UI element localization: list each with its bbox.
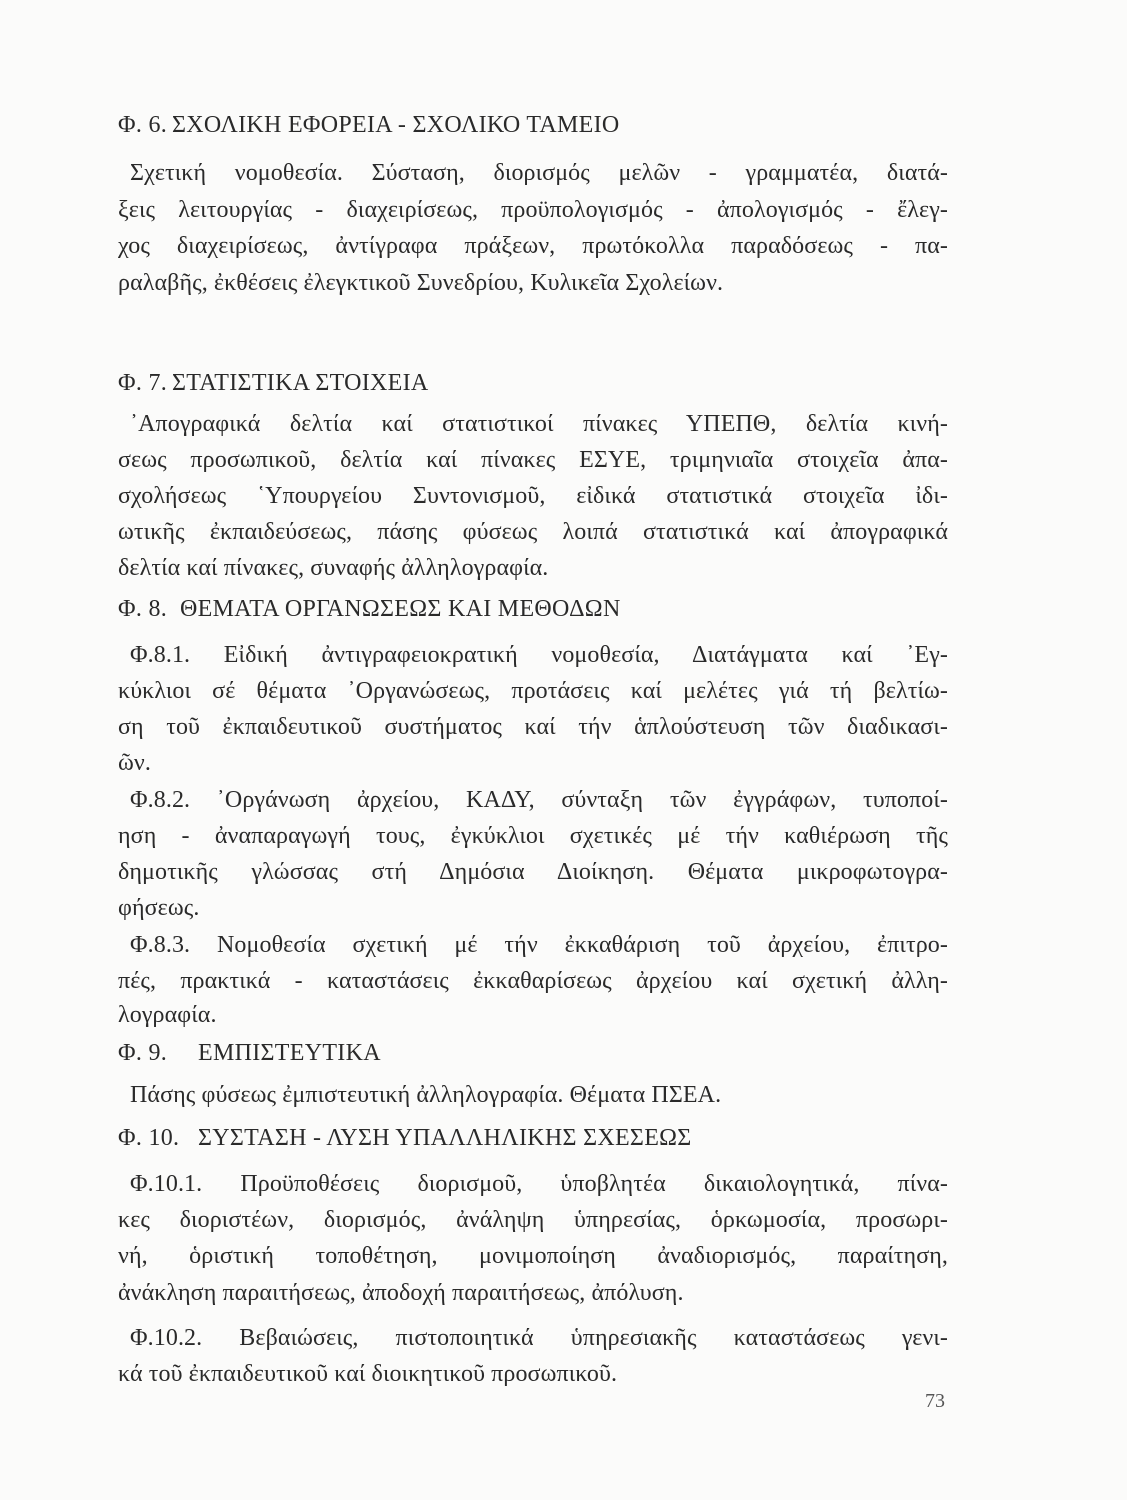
paragraph-line: πές, πρακτικά - καταστάσεις ἐκκαθαρίσεως ἀρχείου καί σχετική ἀλλη- (118, 968, 948, 994)
paragraph-line: ωτικῆς ἐκπαιδεύσεως, πάσης φύσεως λοιπά στατιστικά καί ἀπογραφικά (118, 519, 948, 545)
section-number: Φ. 10. (118, 1125, 180, 1151)
paragraph-line: Φ.8.2. ᾿Οργάνωση ἀρχείου, ΚΑΔΥ, σύνταξη τῶν ἐγγράφων, τυποποί- (130, 787, 948, 813)
section-heading (118, 110, 620, 140)
paragraph-line: σεως προσωπικοῦ, δελτία καί πίνακες ΕΣΥΕ, τριμηνιαῖα στοιχεῖα ἀπα- (118, 447, 948, 473)
section-number: Φ. 8. (118, 596, 168, 622)
page-number: 73 (925, 1390, 945, 1412)
section-heading (118, 1038, 381, 1068)
paragraph-line: Φ.10.1. Προϋποθέσεις διορισμοῦ, ὑποβλητέα δικαιολογητικά, πίνα- (130, 1171, 948, 1197)
paragraph-line: ηση - ἀναπαραγωγή τους, ἐγκύκλιοι σχετικές μέ τήν καθιέρωση τῆς (118, 823, 948, 849)
section-number: Φ. 6. (118, 112, 168, 138)
paragraph-line: λογραφία. (118, 1002, 217, 1028)
section-title: ΣΧΟΛΙΚΗ ΕΦΟΡΕΙΑ - ΣΧΟΛΙΚΟ ΤΑΜΕΙΟ (172, 112, 620, 138)
paragraph-line: Πάσης φύσεως ἐμπιστευτική ἀλληλογραφία. Θέματα ΠΣΕΑ. (130, 1082, 722, 1108)
paragraph-line: ση τοῦ ἐκπαιδευτικοῦ συστήματος καί τήν ἁπλούστευση τῶν διαδικασι- (118, 714, 948, 740)
paragraph-line: ραλαβῆς, ἐκθέσεις ἐλεγκτικοῦ Συνεδρίου, Κυλικεῖα Σχολείων. (118, 270, 724, 296)
paragraph-line: Φ.8.1. Εἰδική ἀντιγραφειοκρατική νομοθεσία, Διατάγματα καί ᾿Εγ- (130, 642, 948, 668)
paragraph-line: Φ.10.2. Βεβαιώσεις, πιστοποιητικά ὑπηρεσιακῆς καταστάσεως γενι- (130, 1325, 948, 1351)
paragraph-line: Σχετική νομοθεσία. Σύσταση, διορισμός μελῶν - γραμματέα, διατά- (130, 160, 948, 186)
section-title: ΕΜΠΙΣΤΕΥΤΙΚΑ (198, 1040, 381, 1066)
paragraph-line: νή, ὁριστική τοποθέτηση, μονιμοποίηση ἀναδιορισμός, παραίτηση, (118, 1243, 948, 1269)
paragraph-line: σχολήσεως ῾Υπουργείου Συντονισμοῦ, εἰδικά στατιστικά στοιχεῖα ἰδι- (118, 483, 948, 509)
paragraph-line: ξεις λειτουργίας - διαχειρίσεως, προϋπολογισμός - ἀπολογισμός - ἔλεγ- (118, 197, 948, 223)
section-title: ΣΥΣΤΑΣΗ - ΛΥΣΗ ΥΠΑΛΛΗΛΙΚΗΣ ΣΧΕΣΕΩΣ (198, 1125, 692, 1151)
paragraph-line: ῶν. (118, 750, 151, 776)
section-heading (118, 368, 429, 398)
paragraph-line: κες διοριστέων, διορισμός, ἀνάληψη ὑπηρεσίας, ὁρκωμοσία, προσωρι- (118, 1207, 948, 1233)
paragraph-line: Φ.8.3. Νομοθεσία σχετική μέ τήν ἐκκαθάριση τοῦ ἀρχείου, ἐπιτρο- (130, 932, 948, 958)
section-number: Φ. 7. (118, 370, 168, 396)
section-title: ΘΕΜΑΤΑ ΟΡΓΑΝΩΣΕΩΣ ΚΑΙ ΜΕΘΟΔΩΝ (180, 596, 621, 622)
paragraph-line: δελτία καί πίνακες, συναφής ἀλληλογραφία. (118, 555, 549, 581)
paragraph-line: φήσεως. (118, 895, 200, 921)
paragraph-line: χος διαχειρίσεως, ἀντίγραφα πράξεων, πρωτόκολλα παραδόσεως - πα- (118, 233, 948, 259)
paragraph-line: κύκλιοι σέ θέματα ᾿Οργανώσεως, προτάσεις καί μελέτες γιά τή βελτίω- (118, 678, 948, 704)
paragraph-line: δημοτικῆς γλώσσας στή Δημόσια Διοίκηση. Θέματα μικροφωτογρα- (118, 859, 948, 885)
paragraph-line: ᾿Απογραφικά δελτία καί στατιστικοί πίνακες ΥΠΕΠΘ, δελτία κινή- (130, 411, 948, 437)
section-heading (118, 594, 621, 624)
section-heading (118, 1123, 692, 1153)
paragraph-line: ἀνάκληση παραιτήσεως, ἀποδοχή παραιτήσεως, ἀπόλυση. (118, 1280, 684, 1306)
paragraph-line: κά τοῦ ἐκπαιδευτικοῦ καί διοικητικοῦ προσωπικοῦ. (118, 1361, 618, 1387)
section-number: Φ. 9. (118, 1040, 168, 1066)
section-title: ΣΤΑΤΙΣΤΙΚΑ ΣΤΟΙΧΕΙΑ (172, 370, 429, 396)
